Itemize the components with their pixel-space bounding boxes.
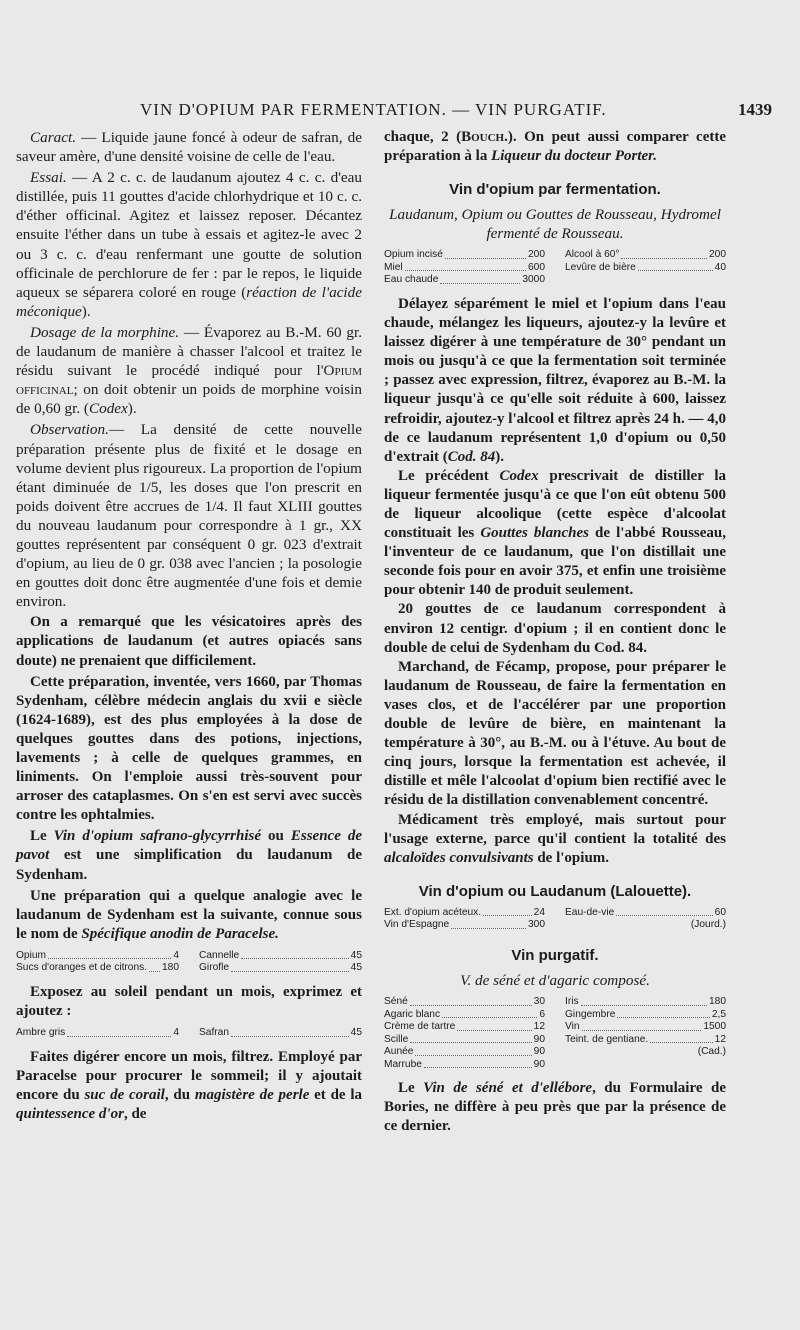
- dot-leader: [457, 1021, 531, 1031]
- ingredient-row: [384, 907, 545, 920]
- medicament-italic: alcaloïdes convulsivants: [384, 849, 534, 866]
- faites-italic-3: quintessence d'or: [16, 1105, 124, 1122]
- preparation-start: Une préparation qui a quelque analogie avec le laudanum de Sydenham est la suivante, connue sous le nom de: [16, 887, 362, 942]
- paragraph-preparation: [16, 887, 362, 944]
- observation-label: Observation.: [30, 421, 109, 439]
- ingredients-lalouette: [384, 907, 726, 932]
- dot-leader: [445, 249, 526, 259]
- paragraph-caract: [16, 128, 362, 166]
- ingredient-quantity: 3000: [522, 274, 545, 286]
- ingredient-quantity: 24: [533, 906, 545, 918]
- ingredient-quantity: 200: [528, 249, 545, 261]
- ingredient-row: [565, 919, 726, 932]
- ingredient-name: Safran: [199, 1027, 230, 1039]
- delayez-text: Délayez séparément le miel et l'opium dans l'eau chaude, mélangez les liqueurs, ajoutez-y la levûre et laissez digérer à une température de 30° pendant un mois ou jusqu'à ce que la fermentation soit terminée ; passez avec expression, filtrez, évaporez au B.-M. la liqueur jusqu'à ce qu'elle soit réduite à 600, laissez refroidir, ajoutez-y l'alcool et filtrez après 24 h. — 4,0 de ce laudanum représentent 1,0 d'opium ou 0,50 d'extrait (: [384, 295, 726, 465]
- cont-smallcaps: Bouch.: [461, 129, 508, 145]
- dot-leader: [48, 950, 171, 960]
- ingredient-quantity: 180: [162, 962, 179, 974]
- dosage-text: — Évaporez au B.-M. 60 gr. de laudanum de manière à chasser l'alcool et traitez le résidu suivant le procédé indiqué pour l': [16, 323, 362, 380]
- running-header: VIN D'OPIUM PAR FERMENTATION. — VIN PURGATIF.: [140, 100, 607, 119]
- codex-start: Le précédent: [398, 467, 500, 484]
- dosage-end: ).: [127, 400, 137, 418]
- dot-leader: [483, 907, 532, 917]
- paragraph-codex: [384, 467, 726, 601]
- codex-italic: Codex: [499, 467, 539, 484]
- ingredient-name: Eau-de-vie: [565, 906, 615, 918]
- cont-italic: Liqueur du docteur Porter.: [491, 148, 657, 165]
- paragraph-final: [384, 1079, 726, 1136]
- ingredient-quantity: 2,5: [711, 1008, 726, 1020]
- paragraph-sydenham: Cette préparation, inventée, vers 1660, par Thomas Sydenham, célèbre médecin anglais du xvii e siècle (1624-1689), est des plus employées à la dose de quelques gouttes dans des potions, injections, lavements ; à celle de quelques grammes, en liniments. On l'emploie aussi très-souvent pour arroser des cataplasmes. On s'en est servi avec succès contre les ophtalmies.: [16, 673, 362, 824]
- ingredient-name: Cannelle: [199, 949, 240, 961]
- ingredient-row: [16, 1027, 179, 1040]
- heading-fermentation: Vin d'opium par fermentation.: [449, 181, 661, 199]
- ingredient-quantity: (Cad.): [697, 1046, 726, 1058]
- ingredient-quantity: 90: [533, 1033, 545, 1045]
- vin-italic-1: Vin d'opium safrano-glycyrrhisé: [53, 828, 262, 845]
- ingredient-row: [384, 996, 545, 1009]
- ingredient-quantity: 300: [528, 919, 545, 931]
- ingredient-name: Iris: [565, 996, 579, 1008]
- paragraph-essai: [16, 168, 362, 321]
- essai-text: — A 2 c. c. de laudanum ajoutez 4 c. c. d'eau distillée, puis 11 gouttes d'acide chlorhydrique et 10 c. c. d'éther officinal. Agitez et laissez reposer. Décantez ensuite l'éther dans un tube à essais et agitez-le avec 2 ou 3 c. c. d'eau renfermant une goutte de solution officinale de perchlorure de fer : par le repos, le liquide aqueux se séparera coloré en rouge (: [16, 169, 362, 301]
- ingredient-row: [199, 962, 362, 975]
- ingredient-row: [565, 1046, 726, 1059]
- essai-end: ).: [81, 302, 91, 320]
- dot-leader: [567, 919, 689, 929]
- vin-start: Le: [30, 828, 54, 845]
- ingredient-quantity: 180: [709, 996, 726, 1008]
- ingredients-paracelse: [16, 950, 362, 975]
- ingredient-row: [565, 1009, 726, 1022]
- cont-mid: ). On peut aussi comparer cette préparation à la: [384, 129, 727, 165]
- codex-mid: prescrivait de distiller la liqueur fermentée jusqu'à ce que l'on eût obtenu 500 de liqueur alcoolique (cette espèce d'alcoolat constituait les: [384, 467, 726, 542]
- paragraph-gouttes: 20 gouttes de ce laudanum correspondent à environ 12 centigr. d'opium ; il en contient donc le double de celui de Sydenham du Cod. 84.: [384, 601, 726, 656]
- caract-text: — Liquide jaune foncé à odeur de safran, de saveur amère, d'une densité voisine de celle de l'eau.: [16, 129, 362, 166]
- ingredient-name: Levûre de bière: [565, 261, 636, 273]
- page-number: 1439: [738, 100, 772, 119]
- dot-leader: [616, 907, 712, 917]
- cont-start: chaque, 2 (: [384, 129, 462, 145]
- dot-leader: [231, 1027, 349, 1037]
- ingredient-quantity: 45: [350, 1027, 362, 1039]
- right-column: [384, 128, 726, 1136]
- faites-italic-2: magistère de perle: [194, 1086, 310, 1103]
- ingredient-name: Séné: [384, 996, 408, 1008]
- ingredients-purgatif: [384, 996, 726, 1071]
- ingredient-quantity: 6: [539, 1008, 545, 1020]
- ingredient-quantity: (Jourd.): [690, 919, 726, 931]
- dot-leader: [440, 274, 520, 284]
- ingredient-quantity: 60: [714, 906, 726, 918]
- faites-italic-1: suc de corail: [84, 1086, 165, 1103]
- dot-leader: [581, 996, 707, 1006]
- essai-label: Essai.: [30, 169, 67, 187]
- ingredient-name: Alcool à 60°: [565, 249, 620, 261]
- ingredient-quantity: 12: [533, 1021, 545, 1033]
- paragraph-marchand: Marchand, de Fécamp, propose, pour préparer le laudanum de Rousseau, de faire la fermentation en vases clos, et de l'accélérer par une proportion double de levûre de bière, en maintenant la température à 30°, au B.-M. ou à l'étuve. Au bout de cinq jours, lorsque la fermentation est achevée, il distille et mêle l'alcoolat d'opium bien rectifié avec le résidu de la distillation convenablement concentré.: [384, 658, 726, 809]
- ingredient-name: Teint. de gentiane.: [565, 1033, 649, 1045]
- ingredient-name: Ext. d'opium acéteux.: [384, 906, 482, 918]
- ingredient-quantity: 1500: [703, 1021, 726, 1033]
- vin-italic-2: Essence de pavot: [16, 828, 363, 864]
- vin-end: est une simplification du laudanum de Sydenham.: [16, 847, 362, 883]
- faites-mid-2: et de la: [309, 1086, 363, 1103]
- ingredient-row: [384, 262, 545, 275]
- dot-leader: [582, 1021, 702, 1031]
- ingredient-name: Agaric blanc: [384, 1008, 441, 1020]
- ingredient-row: [199, 1027, 362, 1040]
- heading-lalouette: Vin d'opium ou Laudanum (Lalouette).: [418, 882, 692, 900]
- ingredient-row: [384, 1046, 545, 1059]
- ingredient-quantity: 30: [533, 996, 545, 1008]
- dosage-codex: Codex: [88, 400, 128, 418]
- left-column: [16, 128, 362, 1124]
- medicament-end: de l'opium.: [533, 849, 610, 866]
- ingredient-quantity: 40: [714, 261, 726, 273]
- ingredient-name: Aunée: [384, 1046, 414, 1058]
- ingredient-quantity: 600: [528, 261, 545, 273]
- ingredient-row: [16, 950, 179, 963]
- faites-start: Faites digérer encore un mois, filtrez. Employé par Paracelse pour procurer le sommeil; il y ajoutait encore du: [16, 1048, 362, 1103]
- caract-label: Caract.: [30, 129, 76, 146]
- ingredient-row: [384, 249, 545, 262]
- faites-end: , de: [123, 1105, 147, 1122]
- ingredient-row: [384, 919, 545, 932]
- dot-leader: [451, 919, 526, 929]
- paragraph-exposez: Exposez au soleil pendant un mois, exprimez et ajoutez :: [16, 983, 362, 1020]
- ingredient-name: Vin: [565, 1021, 580, 1033]
- ingredient-row: [384, 1021, 545, 1034]
- ingredient-name: Ambre gris: [16, 1027, 66, 1039]
- ingredient-row: [565, 996, 726, 1009]
- dot-leader: [410, 1034, 531, 1044]
- ingredient-row: [384, 1059, 545, 1072]
- heading-purgatif: Vin purgatif.: [511, 946, 599, 964]
- ingredient-name: Gingembre: [565, 1008, 616, 1020]
- ingredient-quantity: 90: [533, 1046, 545, 1058]
- codex-end: de l'abbé Rousseau, l'inventeur de ce laudanum, que l'on distillait une seconde fois pour en avoir 375, et enfin une troisième pour obtenir 140 de produit seulement.: [384, 525, 726, 599]
- dosage-text2: ; on doit obtenir un poids de morphine voisin de 0,60 gr. (: [16, 381, 362, 418]
- ingredients-fermentation: [384, 249, 726, 287]
- final-end: , du Formulaire de Bories, ne diffère à peu près que par la présence de ce dernier.: [384, 1080, 726, 1135]
- dosage-smallcaps: Opium officinal: [16, 362, 362, 399]
- dot-leader: [567, 1046, 696, 1056]
- dot-leader: [650, 1034, 712, 1044]
- ingredient-row: [565, 249, 726, 262]
- dot-leader: [617, 1009, 709, 1019]
- paragraph-continuation: [384, 128, 726, 166]
- synonyms-rousseau: Laudanum, Opium ou Gouttes de Rousseau, Hydromel fermenté de Rousseau.: [389, 206, 721, 243]
- preparation-italic: Spécifique anodin de Paracelse.: [81, 925, 279, 942]
- paragraph-dosage: [16, 323, 362, 418]
- dot-leader: [241, 950, 348, 960]
- dot-leader: [67, 1027, 171, 1037]
- dot-leader: [149, 962, 160, 972]
- dosage-label: Dosage de la morphine.: [30, 323, 180, 341]
- ingredient-row: [565, 1034, 726, 1047]
- medicament-start: Médicament très employé, mais surtout pour l'usage externe, parce qu'il contient la totalité des: [384, 811, 726, 847]
- dot-leader: [405, 262, 526, 272]
- ingredient-name: Scille: [384, 1033, 409, 1045]
- dot-leader: [442, 1009, 537, 1019]
- ingredient-name: Marrube: [384, 1058, 422, 1070]
- faites-mid-1: , du: [164, 1086, 195, 1103]
- dot-leader: [567, 1059, 724, 1069]
- ingredient-row: [199, 950, 362, 963]
- paragraph-vesicatoires: On a remarqué que les vésicatoires après des applications de laudanum (et autres opiacés sans doute) ne prenaient que difficilement.: [16, 614, 362, 669]
- ingredient-quantity: 4: [173, 1027, 179, 1039]
- codex-italic-2: Gouttes blanches: [480, 525, 589, 542]
- dot-leader: [415, 1046, 531, 1056]
- ingredient-quantity: 200: [709, 249, 726, 261]
- ingredient-name: Opium: [16, 949, 47, 961]
- ingredient-row: [384, 1034, 545, 1047]
- paragraph-faites: [16, 1048, 362, 1124]
- ingredient-name: Eau chaude: [384, 274, 439, 286]
- observation-text: — La densité de cette nouvelle préparation présente plus de fixité et le dosage en volume devient plus rigoureux. La proportion de l'opium étant diminuée de 1/5, les doses que l'on prescrit en poids doivent être accrues de 1/4. Il faut XLIII gouttes du nouveau laudanum pour correspondre à 1 gr., XX gouttes représentent par conséquent 0 gr. 023 d'extrait d'opium, au lieu de 0 gr. 038 avec l'ancien ; la posologie en gouttes doit donc être augmentée d'une fois et demie environ.: [16, 421, 362, 611]
- ingredient-quantity: 45: [350, 949, 362, 961]
- dot-leader: [638, 262, 713, 272]
- paragraph-delayez: [384, 295, 726, 467]
- delayez-end: ).: [495, 448, 504, 465]
- ingredient-row: [384, 1009, 545, 1022]
- ingredient-name: Sucs d'oranges et de citrons.: [16, 962, 148, 974]
- ingredient-row: [565, 262, 726, 275]
- ingredient-quantity: 4: [173, 949, 179, 961]
- vin-mid: ou: [261, 828, 291, 845]
- ingredient-row: [565, 1059, 726, 1072]
- ingredient-name: Girofle: [199, 962, 230, 974]
- paragraph-vin-opium: [16, 827, 362, 884]
- ingredient-quantity: 12: [714, 1033, 726, 1045]
- dot-leader: [424, 1059, 532, 1069]
- ingredient-row: [565, 907, 726, 920]
- ingredient-name: Miel: [384, 261, 403, 273]
- ingredient-name: Opium incisé: [384, 249, 443, 261]
- ingredient-name: Vin d'Espagne: [384, 919, 450, 931]
- delayez-cod: Cod. 84: [447, 448, 496, 465]
- ingredient-row: [565, 1021, 726, 1034]
- final-start: Le: [398, 1080, 424, 1097]
- ingredients-ajout: [16, 1027, 362, 1040]
- dot-leader: [621, 249, 707, 259]
- paragraph-observation: [16, 420, 362, 611]
- ingredient-quantity: 90: [533, 1058, 545, 1070]
- ingredient-quantity: 45: [350, 962, 362, 974]
- dot-leader: [410, 996, 532, 1006]
- ingredient-name: Crème de tartre: [384, 1021, 456, 1033]
- essai-italic: réaction de l'acide méconique: [16, 283, 362, 320]
- paragraph-medicament: [384, 811, 726, 868]
- dot-leader: [231, 962, 349, 972]
- purgatif-subtitle: V. de séné et d'agaric composé.: [460, 971, 650, 989]
- final-italic: Vin de séné et d'ellébore: [423, 1080, 593, 1097]
- ingredient-row: [384, 274, 545, 287]
- ingredient-row: [16, 962, 179, 975]
